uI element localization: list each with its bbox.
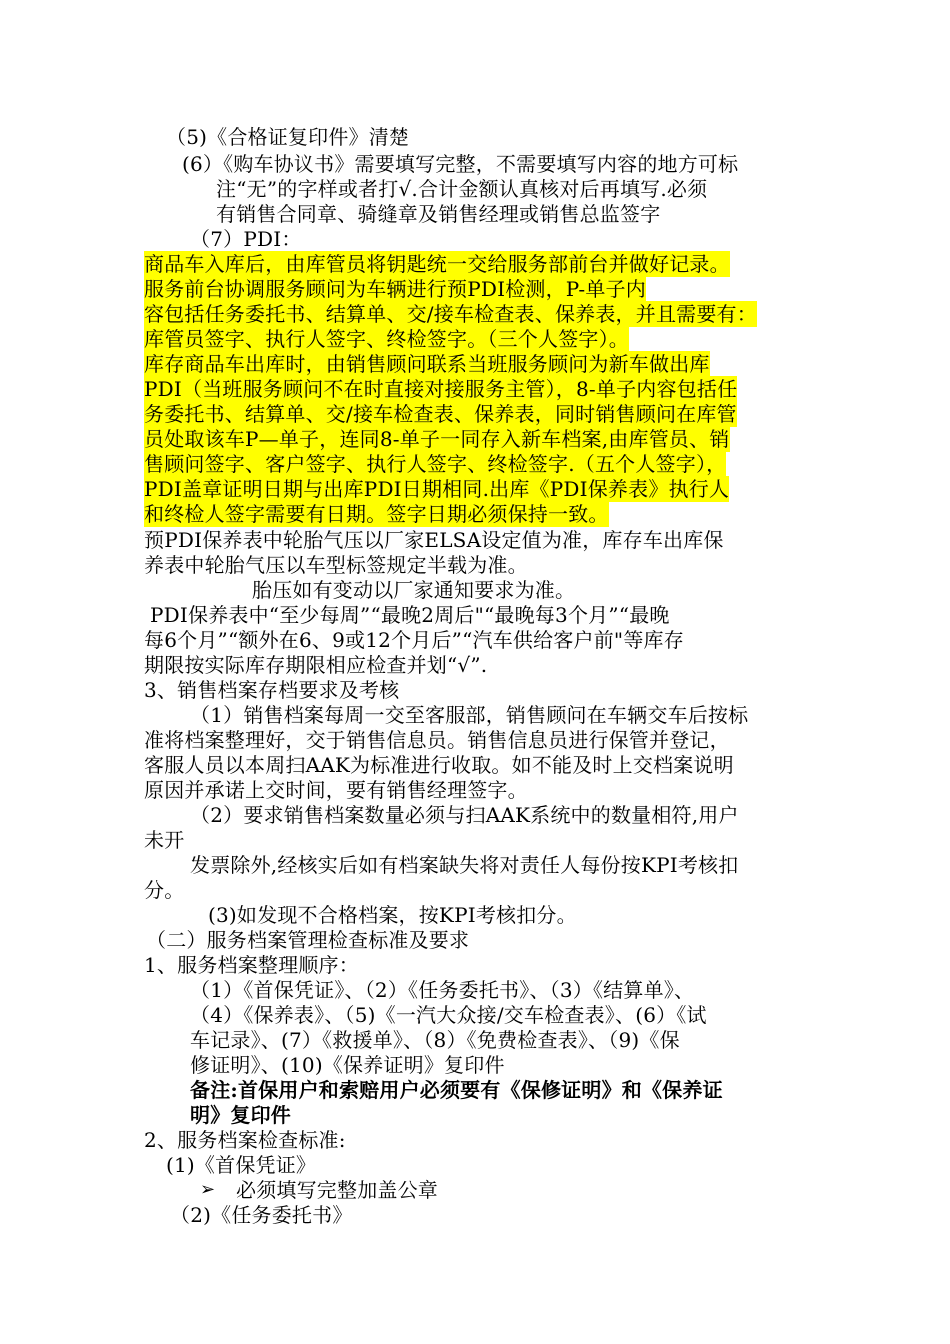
highlighted-line: 容包括任务委托书、结算单、交/接车检查表、保养表，并且需要有： bbox=[144, 302, 757, 326]
note-line: 明》复印件 bbox=[190, 1103, 291, 1127]
text-line: 期限按实际库存期限相应检查并划“√”. bbox=[144, 653, 488, 677]
text-line: 分。 bbox=[144, 878, 185, 902]
text-line: (1)《首保凭证》 bbox=[166, 1153, 317, 1177]
text-line: PDI保养表中“至少每周”“最晚2周后"“最晚每3个月”“最晚 bbox=[150, 603, 670, 627]
highlighted-line: 库管员签字、执行人签字、终检签字。（三个人签字）。 bbox=[144, 327, 629, 351]
section-heading: 2、服务档案检查标准: bbox=[144, 1128, 346, 1152]
highlighted-line: 员处取该车P—单子，连同8-单子一同存入新车档案,由库管员、销 bbox=[144, 427, 730, 451]
text-line: 修证明》、(10)《保养证明》复印件 bbox=[190, 1053, 505, 1077]
text-line: （1）《首保凭证》、（2）《任务委托书》、（3）《结算单》、 bbox=[190, 978, 695, 1002]
text-line: 注“无”的字样或者打√.合计金额认真核对后再填写.必须 bbox=[216, 177, 708, 201]
text-line: （4）《保养表》、（5)《一汽大众接/交车检查表》、(6）《试 bbox=[190, 1003, 707, 1027]
highlighted-line: 务委托书、结算单、交/接车检查表、保养表，同时销售顾问在库管 bbox=[144, 402, 737, 426]
text-line: 未开 bbox=[144, 828, 185, 852]
highlighted-line: 服务前台协调服务顾问为车辆进行预PDI检测，P-单子内 bbox=[144, 277, 646, 301]
text-line: （2）要求销售档案数量必须与扫AAK系统中的数量相符,用户 bbox=[190, 803, 739, 827]
text-line: 准将档案整理好，交于销售信息员。销售信息员进行保管并登记， bbox=[144, 728, 730, 752]
text-line: 原因并承诺上交时间，要有销售经理签字。 bbox=[144, 778, 528, 802]
text-line: (6）《购车协议书》需要填写完整，不需要填写内容的地方可标 bbox=[182, 152, 739, 176]
text-line: 养表中轮胎气压以车型标签规定半载为准。 bbox=[144, 553, 528, 577]
text-line: 客服人员以本周扫AAK为标准进行收取。如不能及时上交档案说明 bbox=[144, 753, 734, 777]
text-line: （5)《合格证复印件》清楚 bbox=[166, 125, 410, 149]
text-line: 每6个月”“额外在6、9或12个月后”“汽车供给客户前"等库存 bbox=[144, 628, 684, 652]
text-line: 车记录》、(7）《救援单》、（8）《免费检查表》、（9)《保 bbox=[190, 1028, 680, 1052]
highlighted-line: PDI（当班服务顾问不在时直接对接服务主管），8-单子内容包括任 bbox=[144, 377, 738, 401]
section-heading: 3、销售档案存档要求及考核 bbox=[144, 678, 400, 702]
text-line: 有销售合同章、骑缝章及销售经理或销售总监签字 bbox=[216, 202, 661, 226]
section-heading: 1、服务档案整理顺序： bbox=[144, 953, 359, 977]
text-line: （2)《任务委托书》 bbox=[170, 1203, 353, 1227]
section-heading: （二）服务档案管理检查标准及要求 bbox=[146, 928, 470, 952]
text-line: 必须填写完整加盖公章 bbox=[236, 1178, 438, 1202]
note-line: 备注:首保用户和索赔用户必须要有《保修证明》和《保养证 bbox=[190, 1078, 723, 1102]
text-line: 预PDI保养表中轮胎气压以厂家ELSA设定值为准，库存车出库保 bbox=[144, 528, 724, 552]
highlighted-line: 商品车入库后，由库管员将钥匙统一交给服务部前台并做好记录。 bbox=[144, 252, 730, 276]
text-line: (3)如发现不合格档案，按KPI考核扣分。 bbox=[208, 903, 577, 927]
text-line: （1）销售档案每周一交至客服部，销售顾问在车辆交车后按标 bbox=[190, 703, 749, 727]
highlighted-line: 和终检人签字需要有日期。签字日期必须保持一致。 bbox=[144, 502, 609, 526]
arrow-bullet-icon: ➢ bbox=[200, 1179, 216, 1200]
text-line: 胎压如有变动以厂家通知要求为准。 bbox=[252, 578, 576, 602]
highlighted-line: 库存商品车出库时，由销售顾问联系当班服务顾问为新车做出库 bbox=[144, 352, 710, 376]
text-line: 发票除外,经核实后如有档案缺失将对责任人每份按KPI考核扣 bbox=[190, 853, 739, 877]
highlighted-line: 售顾问签字、客户签字、执行人签字、终检签字.（五个人签字）， bbox=[144, 452, 727, 476]
text-line: （7）PDI： bbox=[190, 227, 302, 251]
highlighted-line: PDI盖章证明日期与出库PDI日期相同.出库《PDI保养表》执行人 bbox=[144, 477, 730, 501]
